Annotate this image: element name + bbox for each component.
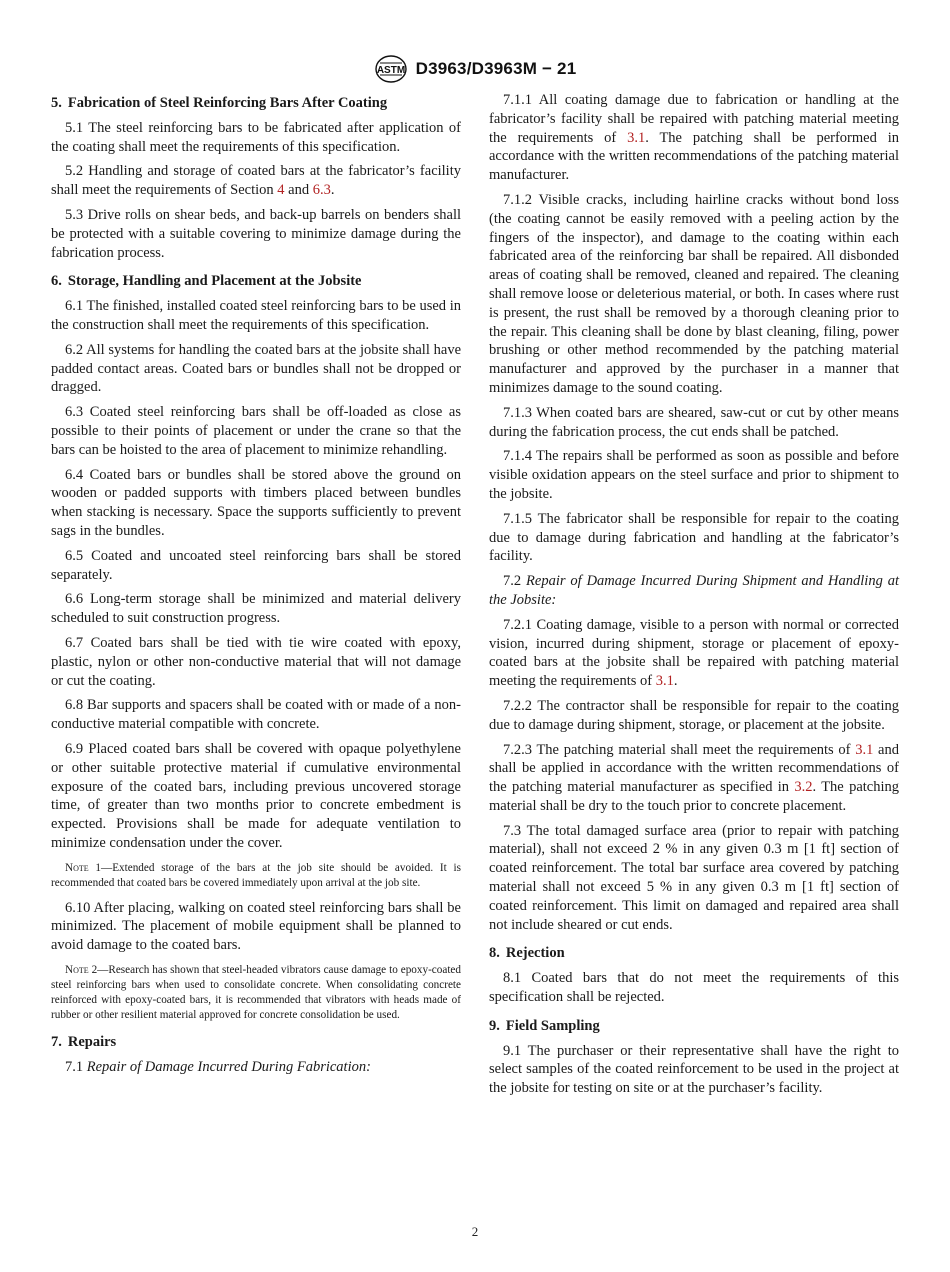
paragraph-7-2-1: 7.2.1 Coating damage, visible to a person with normal or corrected vision, incurred during shipment, storage or placement of epoxy-coated bars at the jobsite shall be repaired with patching material meeting the requirements of 3.1.: [489, 616, 899, 690]
section-heading-5: 5. Fabrication of Steel Reinforcing Bars After Coating: [51, 95, 388, 111]
paragraph-7-2: 7.2 Repair of Damage Incurred During Shipment and Handling at the Jobsite:: [489, 573, 900, 608]
paragraph-7-1-3: 7.1.3 When coated bars are sheared, saw-cut or cut by other means during the fabrication process, the cut ends shall be patched.: [489, 404, 899, 440]
astm-logo-icon: [374, 54, 408, 84]
section-link-3-1[interactable]: 3.1: [655, 673, 674, 690]
standard-designation: D3963/D3963M − 21: [415, 59, 577, 78]
paragraph-6-4: 6.4 Coated bars or bundles shall be stored above the ground on wooden or padded supports with timbers placed between bundles when stacking is necessary. Space the supports sufficiently to prevent sags in the bundles.: [51, 466, 461, 539]
paragraph-5-2: 5.2 Handling and storage of coated bars at the fabricator’s facility shall meet the requirements of Section 4 and 6.3.: [51, 163, 461, 199]
section-heading-6: 6. Storage, Handling and Placement at the Jobsite: [51, 273, 362, 290]
paragraph-5-1: 5.1 The steel reinforcing bars to be fabricated after application of the coating shall meet the requirements of this specification.: [51, 119, 461, 155]
section-link-4[interactable]: 4: [277, 182, 285, 199]
section-link-6-3[interactable]: 6.3: [312, 182, 331, 199]
right-column: [489, 91, 899, 1104]
section-link-3-1[interactable]: 3.1: [855, 741, 874, 758]
section-heading-8: 8. Rejection: [489, 945, 565, 962]
section-link-3-2[interactable]: 3.2: [794, 779, 813, 796]
paragraph-6-3: 6.3 Coated steel reinforcing bars shall be off-loaded as close as possible to their points of placement or under the crane so that the bars can be hoisted to the area of placement to minimize rehandling.: [51, 404, 461, 458]
section-heading-9: 9. Field Sampling: [489, 1017, 600, 1034]
paragraph-7-1-5: 7.1.5 The fabricator shall be responsible for repair to the coating due to damage during fabrication and handling at the fabricator’s facility.: [489, 510, 899, 565]
paragraph-6-7: 6.7 Coated bars shall be tied with tie wire coated with epoxy, plastic, nylon or other non-conductive material that will not damage or cut the coating.: [51, 634, 461, 689]
paragraph-7-2-2: 7.2.2 The contractor shall be responsible for repair to the coating due to damage during shipment, storage, or placement at the jobsite.: [489, 697, 899, 733]
svg-text:ASTM: ASTM: [376, 65, 405, 76]
paragraph-8-1: 8.1 Coated bars that do not meet the requirements of this specification shall be rejected.: [489, 970, 899, 1006]
paragraph-6-2: 6.2 All systems for handling the coated bars at the jobsite shall have padded contact areas. Coated bars or bundles shall not be dropped or dragged.: [51, 341, 461, 396]
paragraph-6-1: 6.1 The finished, installed coated steel reinforcing bars to be used in the construction shall meet the requirements of this specification.: [51, 298, 461, 333]
paragraph-9-1: 9.1 The purchaser or their representative shall have the right to select samples of the coated reinforcement to be used in the project at the jobsite for testing on site or at the purchaser’s facility.: [489, 1042, 899, 1097]
page-header: [0, 54, 950, 84]
note-2: Note 2—Research has shown that steel-headed vibrators cause damage to epoxy-coated steel reinforcing bars when used to consolidate concrete. When consolidating concrete reinforced with epoxy-coated bars, it is recommended that vibrators with heads made of rubber or other resilient material approved for concrete consolidation be used.: [51, 964, 461, 1022]
section-heading-7: 7. Repairs: [51, 1034, 117, 1051]
page-number: 2: [471, 1224, 479, 1239]
paragraph-7-3: 7.3 The total damaged surface area (prior to repair with patching material), shall not exceed 2 % in any given 0.3 m [1 ft] section of coated reinforcement. The total bar surface area covered by patching material shall not exceed 5 % in any given 0.3 m [1 ft] section of coated reinforcement. This limit on damaged and repaired area shall not include sheared or cut ends.: [489, 822, 899, 933]
paragraph-5-3: 5.3 Drive rolls on shear beds, and back-up barrels on benders shall be protected with a suitable covering to minimize damage during the fabrication process.: [51, 206, 461, 261]
left-column: [51, 91, 461, 1083]
paragraph-7-1-1: 7.1.1 All coating damage due to fabrication or handling at the fabricator’s facility shall be repaired with patching material meeting the requirements of 3.1. The patching shall be performed in accordance with the written recommendations of the patching material manufacturer.: [489, 92, 899, 184]
paragraph-6-5: 6.5 Coated and uncoated steel reinforcing bars shall be stored separately.: [51, 547, 461, 583]
paragraph-6-9: 6.9 Placed coated bars shall be covered with opaque polyethylene or other suitable protective material if cumulative environmental exposure of the coated bars, including previous uncovered storage time, of greater than two months prior to concrete embedment is expected. Provisions shall be made for adequate ventilation to minimize condensation under the cover.: [51, 740, 461, 851]
paragraph-6-6: 6.6 Long-term storage shall be minimized and material delivery scheduled to suit construction progress.: [51, 591, 461, 627]
paragraph-7-1-2: 7.1.2 Visible cracks, including hairline cracks without bond loss (the coating cannot be easily removed with a peeling action by the fingers of the inspector), and damage to the coating within each fabricated area of the reinforcing bar shall be repaired. All disbonded areas of coating shall be removed, cleaned and repaired. The cleaning shall remove loose or deleterious material, or both. In cases where rust is present, the rust shall be removed by a thorough cleaning prior to the repair. This cleaning shall be done by blast cleaning, filing, power brushing or other method recommended by the patching material manufacturer and approved by the purchaser in a manner that minimizes damage to the sound coating.: [489, 191, 899, 396]
paragraph-7-1: 7.1 Repair of Damage Incurred During Fabrication:: [65, 1058, 371, 1075]
note-1: Note 1—Extended storage of the bars at the job site should be avoided. It is recommended that coated bars be covered immediately upon arrival at the job site.: [51, 861, 462, 889]
paragraph-6-10: 6.10 After placing, walking on coated steel reinforcing bars shall be minimized. The placement of mobile equipment shall be planned to avoid damage to the coated bars.: [51, 899, 461, 954]
paragraph-7-1-4: 7.1.4 The repairs shall be performed as soon as possible and before visible oxidation appears on the steel surface and prior to shipment to the jobsite.: [489, 448, 899, 502]
section-link-3-1[interactable]: 3.1: [627, 129, 646, 146]
paragraph-7-2-3: 7.2.3 The patching material shall meet the requirements of 3.1 and shall be applied in accordance with the written recommendations of the patching material manufacturer as specified in 3.2. The patching material shall be dry to the touch prior to concrete placement.: [489, 741, 899, 814]
paragraph-6-8: 6.8 Bar supports and spacers shall be coated with or made of a non-conductive material compatible with concrete.: [51, 697, 461, 733]
